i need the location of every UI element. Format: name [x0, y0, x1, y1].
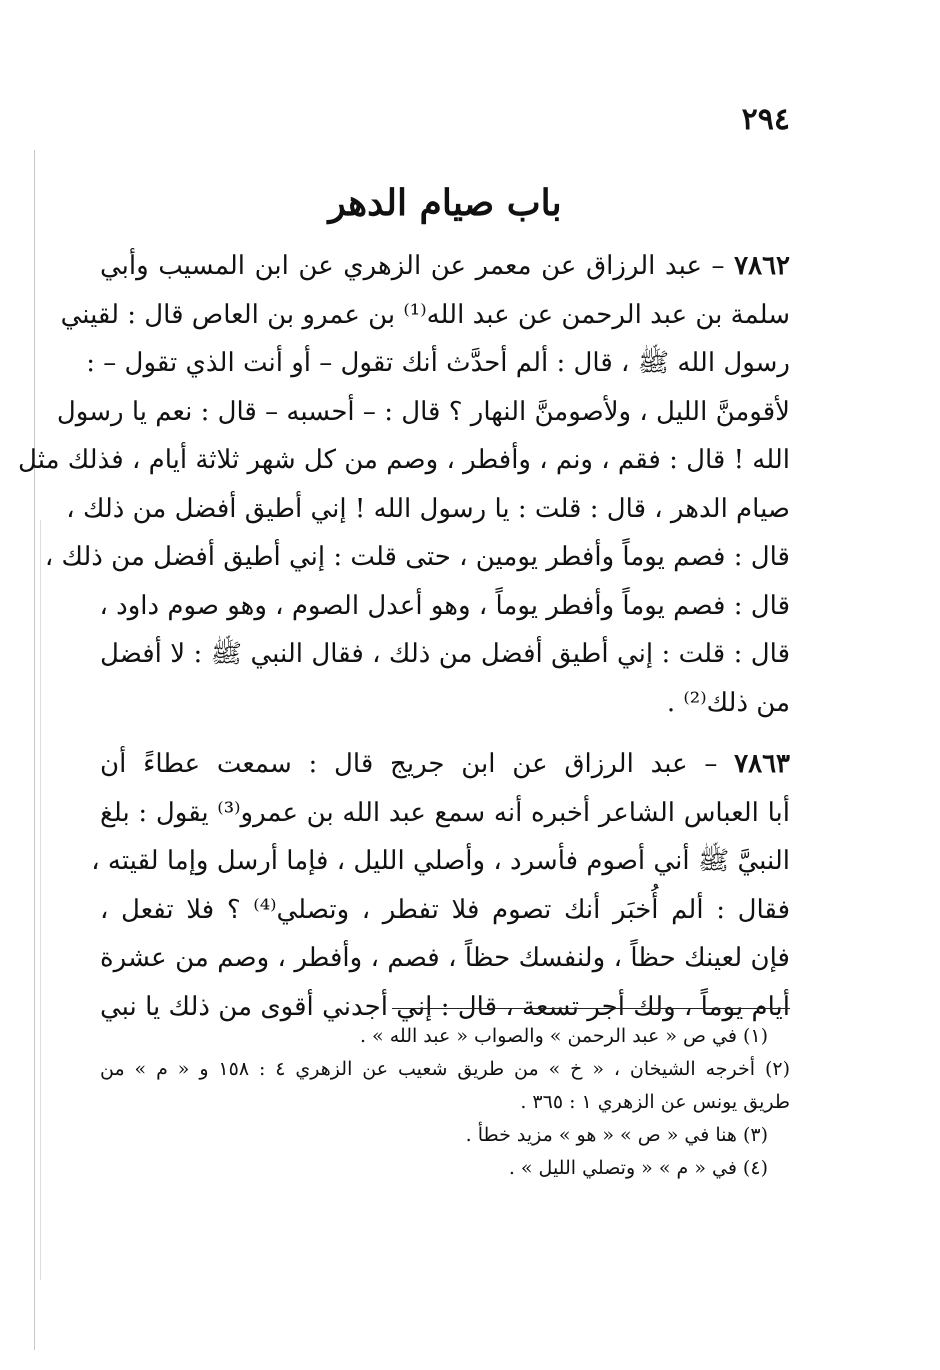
hadith-line: قال : فصم يوماً وأفطر يوماً ، وهو أعدل الصوم ، وهو صوم داود ،: [99, 590, 790, 621]
hadith-line: صيام الدهر ، قال : قلت : يا رسول الله ! إني أطيق أفضل من ذلك ،: [66, 493, 790, 524]
hadith-line: لأقومنَّ الليل ، ولأصومنَّ النهار ؟ قال : – أحسبه – قال : نعم يا رسول: [56, 396, 790, 427]
hadith-line: قال : فصم يوماً وأفطر يومين ، حتى قلت : إني أطيق أفضل من ذلك ،: [44, 542, 790, 572]
hadith-line: ٧٨٦٢ – عبد الرزاق عن معمر عن الزهري عن ابن المسيب وأبي: [100, 251, 790, 281]
hadith-line: سلمة بن عبد الرحمن عن عبد الله⁽¹⁾ بن عمرو بن العاص قال : لقيني: [60, 299, 790, 330]
hadith-line: أيام يوماً ، ولك أجر تسعة ، قال : إني أجدني أقوى من ذلك يا نبي: [100, 991, 790, 1022]
scan-edge-line: [40, 520, 41, 1280]
hadith-number: ٧٨٦٣: [734, 749, 790, 779]
footnote-separator: [392, 1008, 790, 1009]
hadith-line: الله ! قال : فقم ، ونم ، وأفطر ، وصم من كل شهر ثلاثة أيام ، فذلك مثل: [18, 445, 790, 475]
footnote: (١) في ص « عبد الرحمن » والصواب « عبد الله » .: [359, 1025, 768, 1047]
footnote: (٤) في « م » « وتصلي الليل » .: [508, 1157, 768, 1179]
footnote-continuation: طريق يونس عن الزهري ١ : ٣٦٥ .: [520, 1091, 790, 1113]
footnotes: [100, 1020, 790, 1185]
hadith-7862: [18, 242, 790, 727]
page-number: ٢٩٤: [741, 102, 790, 137]
hadith-line: رسول الله ﷺ ، قال : ألم أحدَّث أنك تقول – أو أنت الذي تقول – :: [86, 348, 790, 378]
hadith-7863: [91, 740, 791, 1031]
hadith-line: النبيَّ ﷺ أني أصوم فأسرد ، وأصلي الليل ، فإما أرسل وإما لقيته ،: [91, 846, 790, 876]
scan-edge-line: [34, 150, 35, 1350]
chapter-title: باب صيام الدهر: [328, 182, 562, 224]
hadith-line: فإن لعينك حظاً ، ولنفسك حظاً ، فصم ، وأفطر ، وصم من عشرة: [100, 943, 790, 973]
footnote: (٣) هنا في « ص » « هو » مزيد خطأ .: [465, 1124, 768, 1146]
hadith-line: ٧٨٦٣ – عبد الرزاق عن ابن جريج قال : سمعت عطاءً أن: [100, 749, 790, 779]
hadith-number: ٧٨٦٢: [734, 251, 790, 281]
footnote: (٢) أخرجه الشيخان ، « خ » من طريق شعيب عن الزهري ٤ : ١٥٨ و « م » من: [100, 1058, 791, 1080]
hadith-line: من ذلك⁽²⁾ .: [666, 687, 790, 718]
hadith-line: أبا العباس الشاعر أخبره أنه سمع عبد الله بن عمرو⁽³⁾ يقول : بلغ: [100, 797, 790, 828]
book-page: [18, 90, 791, 1340]
hadith-line: قال : قلت : إني أطيق أفضل من ذلك ، فقال النبي ﷺ : لا أفضل: [100, 639, 790, 669]
hadith-line: فقال : ألم أُخبَر أنك تصوم فلا تفطر ، وتصلي⁽⁴⁾ ؟ فلا تفعل ،: [100, 894, 791, 925]
